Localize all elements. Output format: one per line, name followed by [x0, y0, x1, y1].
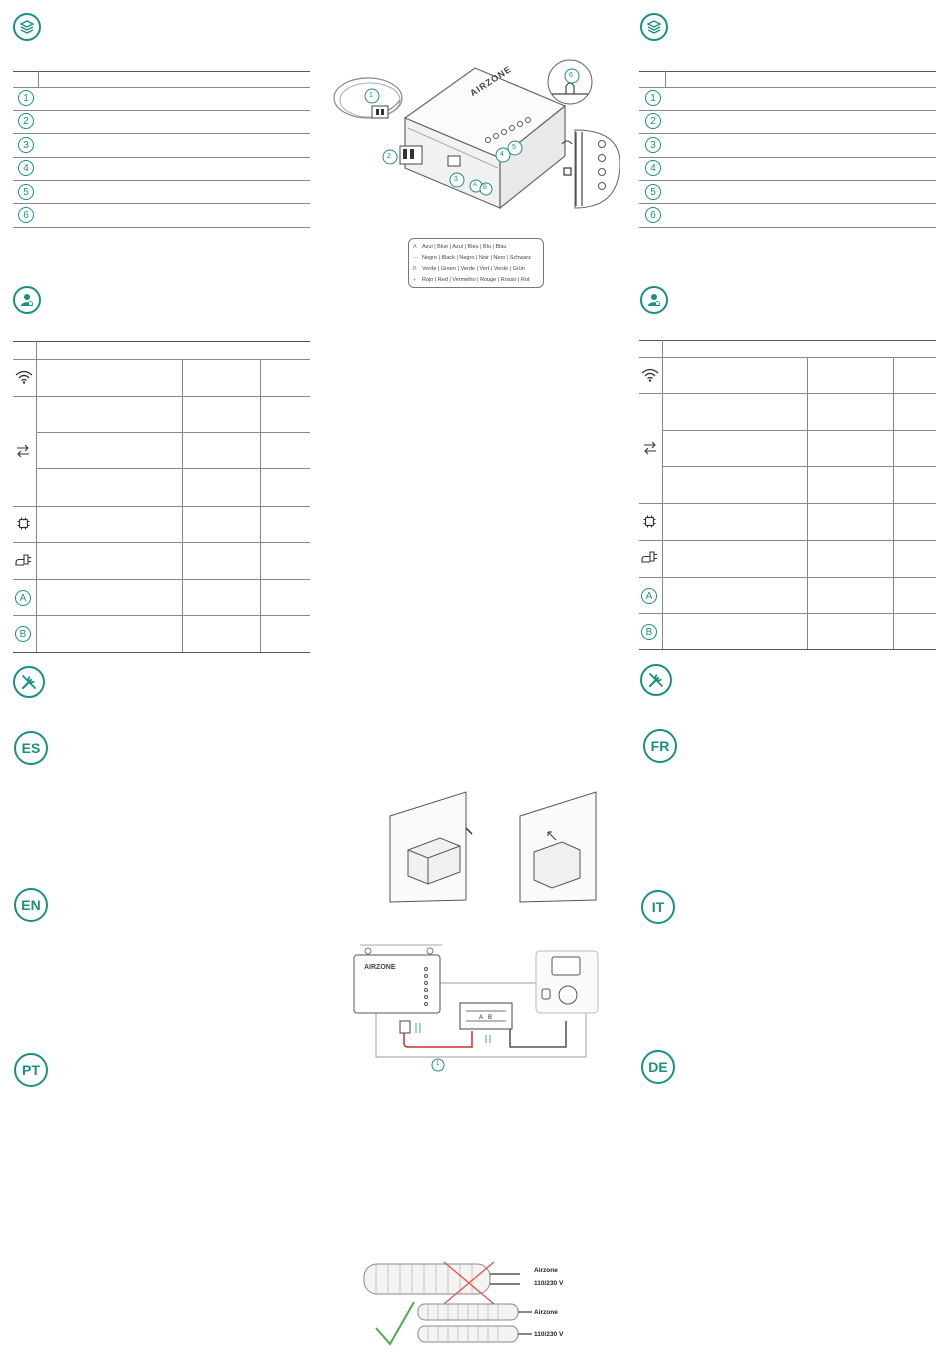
callout-1: 1: [369, 92, 373, 99]
device-figure: [330, 58, 620, 218]
terminal-a-callout: A: [473, 182, 478, 188]
terminal-b-label: B: [15, 626, 31, 642]
chip-icon: [643, 515, 656, 533]
wiring-cable-callout: 1: [436, 1061, 440, 1067]
terminal-b-callout: B: [483, 185, 488, 191]
component-number: 3: [645, 137, 661, 153]
callout-6: 6: [569, 72, 573, 79]
language-badge-en: EN: [14, 888, 48, 922]
legend-symbol-a: A: [413, 244, 417, 250]
power-plug-icon: [641, 549, 659, 570]
cable-separation-figure: [362, 1258, 582, 1348]
wifi-icon: [15, 370, 33, 389]
wiring-figure: [352, 943, 602, 1073]
language-badge-fr: FR: [643, 729, 677, 763]
chip-icon: [17, 517, 30, 535]
device-brand-label: AIRZONE: [468, 63, 514, 99]
legend-blue: Azul | Blue | Azul | Bleu | Blu | Blau: [422, 244, 507, 250]
component-number: 3: [18, 137, 34, 153]
legend-red: Rojo | Red | Vermelho | Rouge | Rosso | Rot: [422, 277, 530, 283]
cable-label-voltage-bottom: 110/230 V: [534, 1331, 564, 1338]
component-number: 2: [645, 113, 661, 129]
component-number: 1: [645, 90, 661, 106]
cable-label-voltage-top: 110/230 V: [534, 1280, 564, 1287]
callout-4: 4: [500, 151, 504, 158]
power-plug-icon: [15, 552, 33, 573]
component-number: 4: [18, 160, 34, 176]
language-badge-it: IT: [641, 890, 675, 924]
language-badge-pt: PT: [14, 1053, 48, 1087]
component-number: 2: [18, 113, 34, 129]
legend-symbol-plus: +: [413, 277, 417, 283]
wire-color-legend: [408, 238, 544, 288]
legend-symbol-b: B: [413, 266, 417, 272]
layers-icon: [640, 13, 668, 41]
language-badge-de: DE: [641, 1050, 675, 1084]
cable-label-airzone-bottom: Airzone: [534, 1309, 558, 1316]
component-number: 5: [645, 184, 661, 200]
callout-3: 3: [454, 176, 458, 183]
terminal-a-label: A: [641, 588, 657, 604]
transfer-arrows-icon: [16, 444, 30, 463]
component-number: 6: [645, 207, 661, 223]
component-number: 6: [18, 207, 34, 223]
legend-symbol-minus: —: [413, 255, 419, 261]
tools-icon: [640, 664, 672, 696]
language-badge-es: ES: [14, 731, 48, 765]
terminal-a-label: A: [15, 590, 31, 606]
terminal-b-label: B: [641, 624, 657, 640]
layers-icon: [13, 13, 41, 41]
legend-black: Negro | Black | Negro | Noir | Nero | Schwarz: [422, 255, 531, 261]
user-settings-icon: [13, 286, 41, 314]
wiring-terminal-a: A: [479, 1015, 484, 1021]
user-settings-icon: [640, 286, 668, 314]
wifi-icon: [641, 368, 659, 387]
transfer-arrows-icon: [643, 441, 657, 460]
wiring-terminal-b: B: [488, 1015, 493, 1021]
callout-2: 2: [387, 153, 391, 160]
callout-5: 5: [512, 144, 516, 151]
wiring-brand-label: AIRZONE: [364, 964, 396, 971]
legend-green: Verde | Green | Verde | Vert | Verde | Grün: [422, 266, 525, 272]
tools-icon: [13, 666, 45, 698]
wall-mount-figure: [388, 790, 598, 906]
component-number: 5: [18, 184, 34, 200]
component-number: 1: [18, 90, 34, 106]
cable-label-airzone-top: Airzone: [534, 1267, 558, 1274]
component-number: 4: [645, 160, 661, 176]
